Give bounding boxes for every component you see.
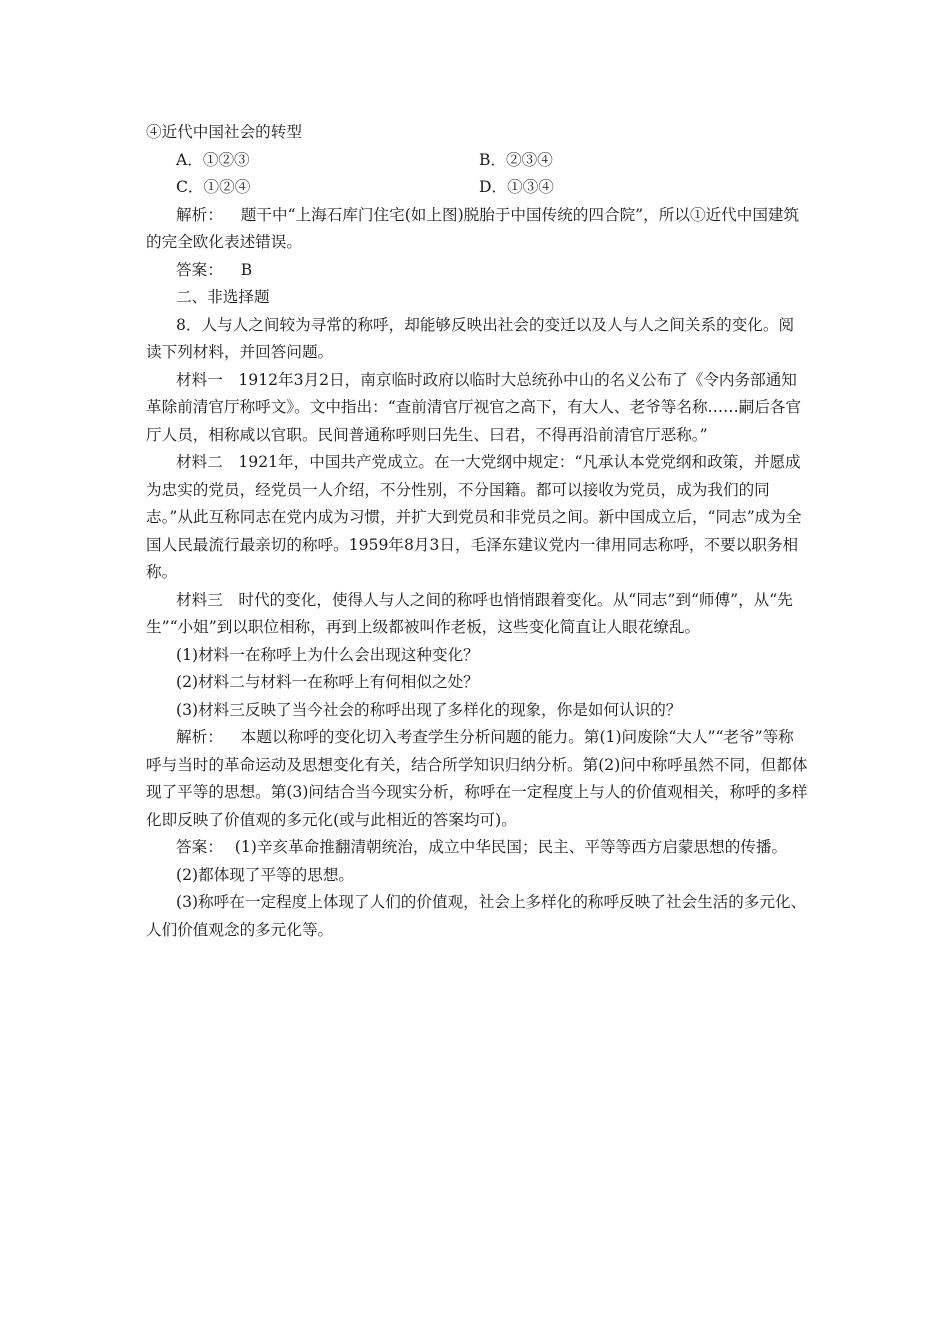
answer-text: B (240, 260, 253, 279)
q7-item-4: ④近代中国社会的转型 (146, 123, 302, 141)
q8-material-2: 材料二 1921年，中国共产党成立。在一大党纲中规定：“凡承认本党党纲和政策，并愿成为忠实的党员，经党员一人介绍，不分性别，不分国籍。都可以接收为党员，成为我们的同志。”从此互称同志在党内成为习惯，并扩大到党员和非党员之间。新中国成立后，“同志”成为全国人民最流行最亲切的称呼。1959年8月3日，毛泽东建议党内一律用同志称呼，不要以职务相称。 (146, 453, 802, 581)
option-a: A．①②③ (176, 150, 250, 169)
analysis-text: 本题以称呼的变化切入考查学生分析问题的能力。第(1)问废除“大人”“老爷”等称呼与当时的革命运动及思想变化有关，结合所学知识归纳分析。第(2)问中称呼虽然不同，但都体现了平等的思想。第(3)问结合当今现实分析，称呼在一定程度上与人的价值观相关，称呼的多样化即反映了价值观的多元化(或与此相近的答案均可)。 (146, 728, 808, 829)
q7-options-row-1 (146, 147, 808, 175)
q8-material-3: 材料三 时代的变化，使得人与人之间的称呼也悄悄跟着变化。从“同志”到“师傅”，从“先生”“小姐”到以职位相称，再到上级都被叫作老板，这些变化简直让人眼花缭乱。 (146, 590, 793, 636)
option-c: C．①②④ (176, 178, 251, 196)
answer-label: 答案： (176, 260, 223, 279)
analysis-label: 解析： (176, 728, 223, 746)
q8-material-1: 材料一 1912年3月2日，南京临时政府以临时大总统孙中山的名义公布了《令内务部通知革除前清官厅称呼文》。文中指出：“查前清官厅视官之高下，有大人、老爷等名称……嗣后各官厅人员，相称咸以官职。民间普通称呼则曰先生、曰君，不得再沿前清官厅恶称。” (146, 370, 802, 444)
answer-label: 答案： (176, 838, 223, 856)
analysis-label: 解析： (176, 205, 223, 224)
q8-question-3: (3)材料三反映了当今社会的称呼出现了多样化的现象，你是如何认识的？ (176, 700, 682, 719)
document-page (146, 119, 808, 944)
answer-text: (1)辛亥革命推翻清朝统治，成立中华民国；民主、平等等西方启蒙思想的传播。 (234, 838, 788, 856)
analysis-text: 题干中“上海石库门住宅(如上图)脱胎于中国传统的四合院”，所以①近代中国建筑的完全欧化表述错误。 (146, 205, 800, 251)
q7-options-row-2 (146, 174, 808, 202)
option-d: D．①③④ (479, 178, 554, 196)
q8-question-2: (2)材料二与材料一在称呼上有何相似之处？ (176, 673, 479, 691)
q7-analysis (146, 202, 808, 257)
q8-analysis (146, 724, 808, 834)
q8-answer-3: (3)称呼在一定程度上体现了人们的价值观，社会上多样化的称呼反映了社会生活的多元化、人们价值观念的多元化等。 (146, 893, 807, 939)
section-title: 二、非选择题 (176, 288, 270, 306)
q7-answer (146, 257, 808, 285)
q8-stem: 8．人与人之间较为寻常的称呼，却能够反映出社会的变迁以及人与人之间关系的变化。阅读下列材料，并回答问题。 (146, 315, 795, 361)
q8-answer-2: (2)都体现了平等的思想。 (176, 865, 355, 884)
option-b: B．②③④ (479, 150, 553, 169)
q8-answer-1 (146, 834, 808, 862)
q8-question-1: (1)材料一在称呼上为什么会出现这种变化？ (176, 645, 479, 664)
